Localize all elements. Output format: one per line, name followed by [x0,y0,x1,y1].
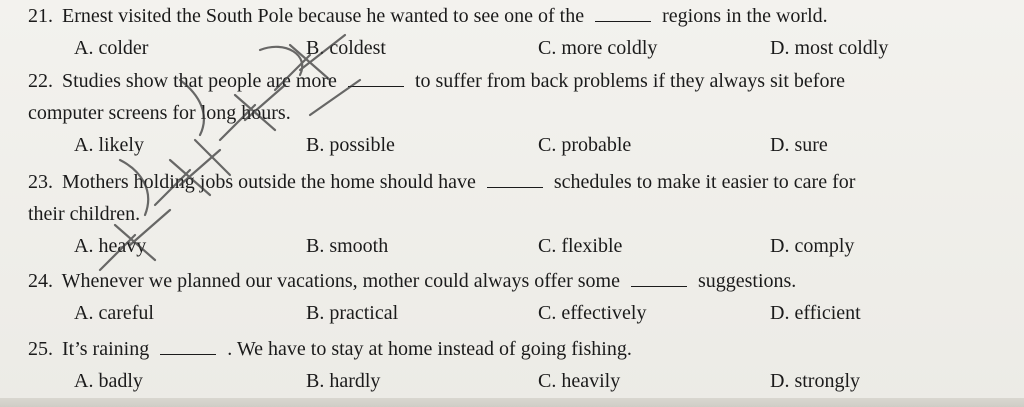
options-row [28,32,1008,64]
option-b[interactable]: B. possible [306,134,395,156]
answer-blank[interactable] [348,68,404,87]
question-23 [28,166,1008,262]
option-a[interactable]: A. careful [74,302,154,324]
stem-after-blank: suggestions. [697,270,797,292]
question-stem [28,0,1008,32]
question-stem [28,265,1008,297]
option-c[interactable]: C. effectively [538,302,647,324]
question-number: 25. [28,338,53,360]
question-24 [28,265,1008,329]
option-d[interactable]: D. efficient [770,302,861,324]
question-number: 21. [28,5,53,27]
answer-blank[interactable] [631,268,687,287]
question-stem [28,65,1008,97]
option-a[interactable]: A. colder [74,37,149,59]
stem-before-blank: Studies show that people are more [62,70,337,92]
stem-continuation: their children. [28,203,141,225]
option-b[interactable]: B. smooth [306,235,389,257]
question-21 [28,0,1008,64]
stem-before-blank: Ernest visited the South Pole because he wanted to see one of the [62,5,585,27]
stem-continuation: computer screens for long hours. [28,102,291,124]
stem-after-blank: schedules to make it easier to care for [553,171,856,193]
option-d[interactable]: D. most coldly [770,37,889,59]
question-stem [28,166,1008,198]
option-d[interactable]: D. sure [770,134,828,156]
question-number: 22. [28,70,53,92]
question-25 [28,333,1008,397]
answer-blank[interactable] [160,336,216,355]
question-22 [28,65,1008,161]
options-row [28,297,1008,329]
page-bottom-edge [0,398,1024,407]
answer-blank[interactable] [487,169,543,188]
stem-before-blank: It’s raining [62,338,150,360]
answer-blank[interactable] [595,3,651,22]
option-d[interactable]: D. comply [770,235,855,257]
stem-after-blank: regions in the world. [662,5,828,27]
stem-after-blank: to suffer from back problems if they always sit before [414,70,845,92]
stem-before-blank: Whenever we planned our vacations, mother could always offer some [61,270,620,292]
option-c[interactable]: C. heavily [538,370,621,392]
option-c[interactable]: C. probable [538,134,632,156]
option-a[interactable]: A. likely [74,134,144,156]
options-row [28,365,1008,397]
option-c[interactable]: C. more coldly [538,37,658,59]
question-number: 24. [28,270,53,292]
option-b[interactable]: B. practical [306,302,399,324]
option-a[interactable]: A. heavy [74,235,147,257]
question-number: 23. [28,171,53,193]
option-b[interactable]: B. coldest [306,37,386,59]
stem-after-blank: . We have to stay at home instead of going fishing. [227,338,632,360]
option-a[interactable]: A. badly [74,370,143,392]
option-c[interactable]: C. flexible [538,235,623,257]
option-b[interactable]: B. hardly [306,370,381,392]
question-stem [28,333,1008,365]
option-d[interactable]: D. strongly [770,370,860,392]
stem-before-blank: Mothers holding jobs outside the home should have [62,171,476,193]
options-row [28,129,1008,161]
options-row [28,230,1008,262]
